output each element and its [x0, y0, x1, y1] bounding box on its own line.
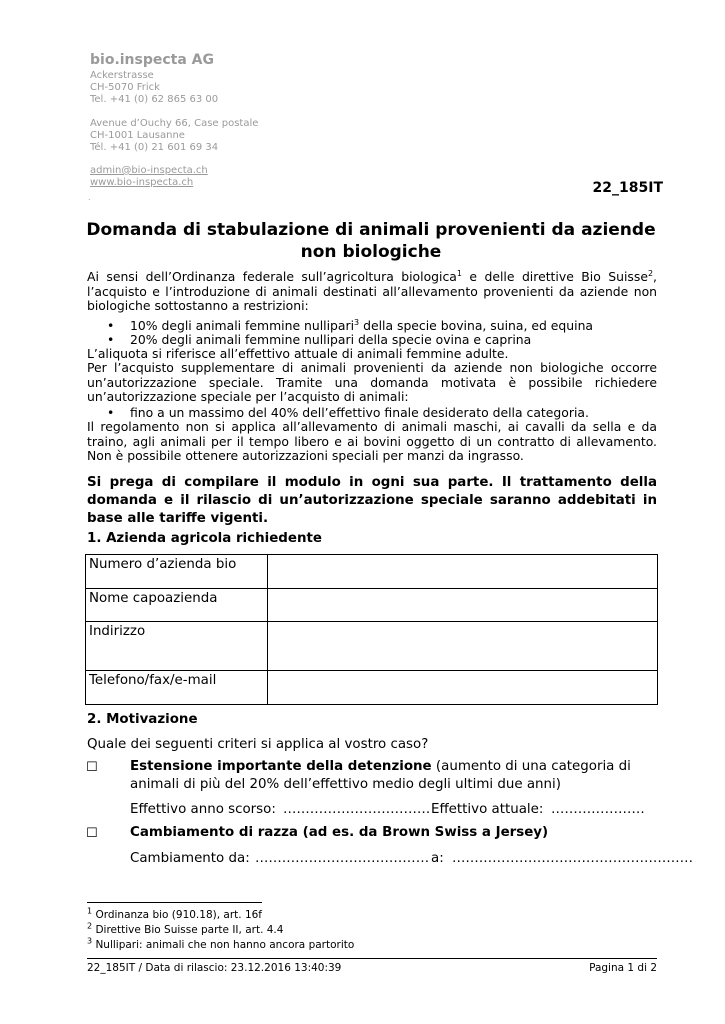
question-text: Quale dei seguenti criteri si applica al vostro caso? [87, 737, 429, 752]
email-link[interactable]: admin@bio-inspecta.ch [90, 165, 208, 176]
notice-paragraph: Si prega di compilare il modulo in ogni sua parte. Il trattamento della domanda e il rilascio di un’autorizzazione speciale saranno addebitati in base alle tariffe vigenti. [87, 475, 657, 526]
prev-year-label: Effettivo anno scorso: [130, 802, 276, 817]
criterion-detention: Estensione importante della detenzione (aumento di una categoria di [130, 759, 631, 774]
table-row [86, 622, 658, 671]
field-input[interactable] [268, 622, 658, 671]
change-to-label: a: [431, 851, 444, 866]
section-heading: 1. Azienda agricola richiedente [87, 531, 322, 546]
page-number: Pagina 1 di 2 [589, 962, 657, 974]
footer-divider [87, 958, 657, 959]
bullet-item: fino a un massimo del 40% dell’effettivo finale desiderato della categoria. [130, 405, 589, 420]
table-row [86, 589, 658, 622]
table-row [86, 555, 658, 589]
bullet-marker: • [107, 405, 115, 420]
dot-mark: . [88, 193, 91, 202]
company-name: bio.inspecta AG [90, 52, 215, 68]
address-lausanne: Avenue d’Ouchy 66, Case postale CH-1001 Lausanne Tél. +41 (0) 21 601 69 34 [90, 118, 259, 153]
change-from-label: Cambiamento da: [130, 851, 250, 866]
prev-year-field[interactable]: …………………………… [283, 802, 431, 817]
paragraph: L’aliquota si riferisce all’effettivo attuale di animali femmine adulte. [87, 346, 509, 361]
footnote: $^1$ Ordinanza bio (910.18), art. 16f [87, 906, 262, 921]
intro-paragraph: Ai sensi dell’Ordinanza federale sull’agricoltura biologica$^1$ e delle direttive Bio Suisse$^2$, l’acquisto e l’introduzione di animali destinati all’allevamento provenienti da aziende non biologiche sottostanno a restrizioni: [87, 268, 657, 313]
footnote: $^2$ Direttive Bio Suisse parte II, art. 4.4 [87, 921, 284, 936]
checkbox-detention[interactable]: ☐ [86, 760, 98, 775]
paragraph: Per l’acquisto supplementare di animali provenienti da aziende non biologiche occorre un’autorizzazione speciale. Tramite una domanda motivata è possibile richiedere un’autorizzazione speciale per l’acquisto di animali: [87, 360, 657, 404]
current-label: Effettivo attuale: [431, 802, 544, 817]
change-from-field[interactable]: ………………………………… [255, 851, 430, 866]
field-input[interactable] [268, 555, 658, 589]
page-title: Domanda di stabulazione di animali provenienti da aziende non biologiche [86, 220, 656, 262]
criterion-detention-detail: animali di più del 20% dell’effettivo medio degli ultimi due anni) [130, 777, 561, 792]
section-heading: 2. Motivazione [87, 712, 198, 727]
table-row [86, 671, 658, 705]
footnote-divider [87, 902, 262, 903]
applicant-table [85, 554, 658, 705]
bullet-item: 20% degli animali femmine nullipari della specie ovina e caprina [130, 332, 532, 347]
field-input[interactable] [268, 671, 658, 705]
field-input[interactable] [268, 589, 658, 622]
field-label: Nome capoazienda [86, 589, 268, 622]
change-to-field[interactable]: ……………………………………………… [452, 851, 694, 866]
current-field[interactable]: ………………… [551, 802, 645, 817]
contact-links [90, 165, 208, 189]
field-label: Numero d’azienda bio [86, 555, 268, 589]
document-number: 22_185IT [592, 180, 663, 196]
bullet-marker: • [107, 332, 115, 347]
footnote: $^3$ Nullipari: animali che non hanno ancora partorito [87, 936, 355, 951]
field-label: Indirizzo [86, 622, 268, 671]
criterion-breed-change: Cambiamento di razza (ad es. da Brown Swiss a Jersey) [130, 825, 549, 840]
paragraph: Il regolamento non si applica all’allevamento di animali maschi, ai cavalli da sella e da traino, agli animali per il tempo libero e ai bovini oggetto di un contratto di allevamento. Non è possibile ottenere autorizzazioni speciali per manzi da ingrasso. [87, 419, 657, 463]
footer-doc-info: 22_185IT / Data di rilascio: 23.12.2016 13:40:39 [87, 962, 342, 974]
bullet-item: 10% degli animali femmine nullipari$^3$ della specie bovina, suina, ed equina [130, 317, 594, 333]
checkbox-breed-change[interactable]: ☐ [86, 826, 98, 841]
field-label: Telefono/fax/e-mail [86, 671, 268, 705]
address-frick: Ackerstrasse CH-5070 Frick Tel. +41 (0) 62 865 63 00 [90, 70, 219, 105]
website-link[interactable]: www.bio-inspecta.ch [90, 177, 194, 188]
bullet-marker: • [107, 318, 115, 333]
